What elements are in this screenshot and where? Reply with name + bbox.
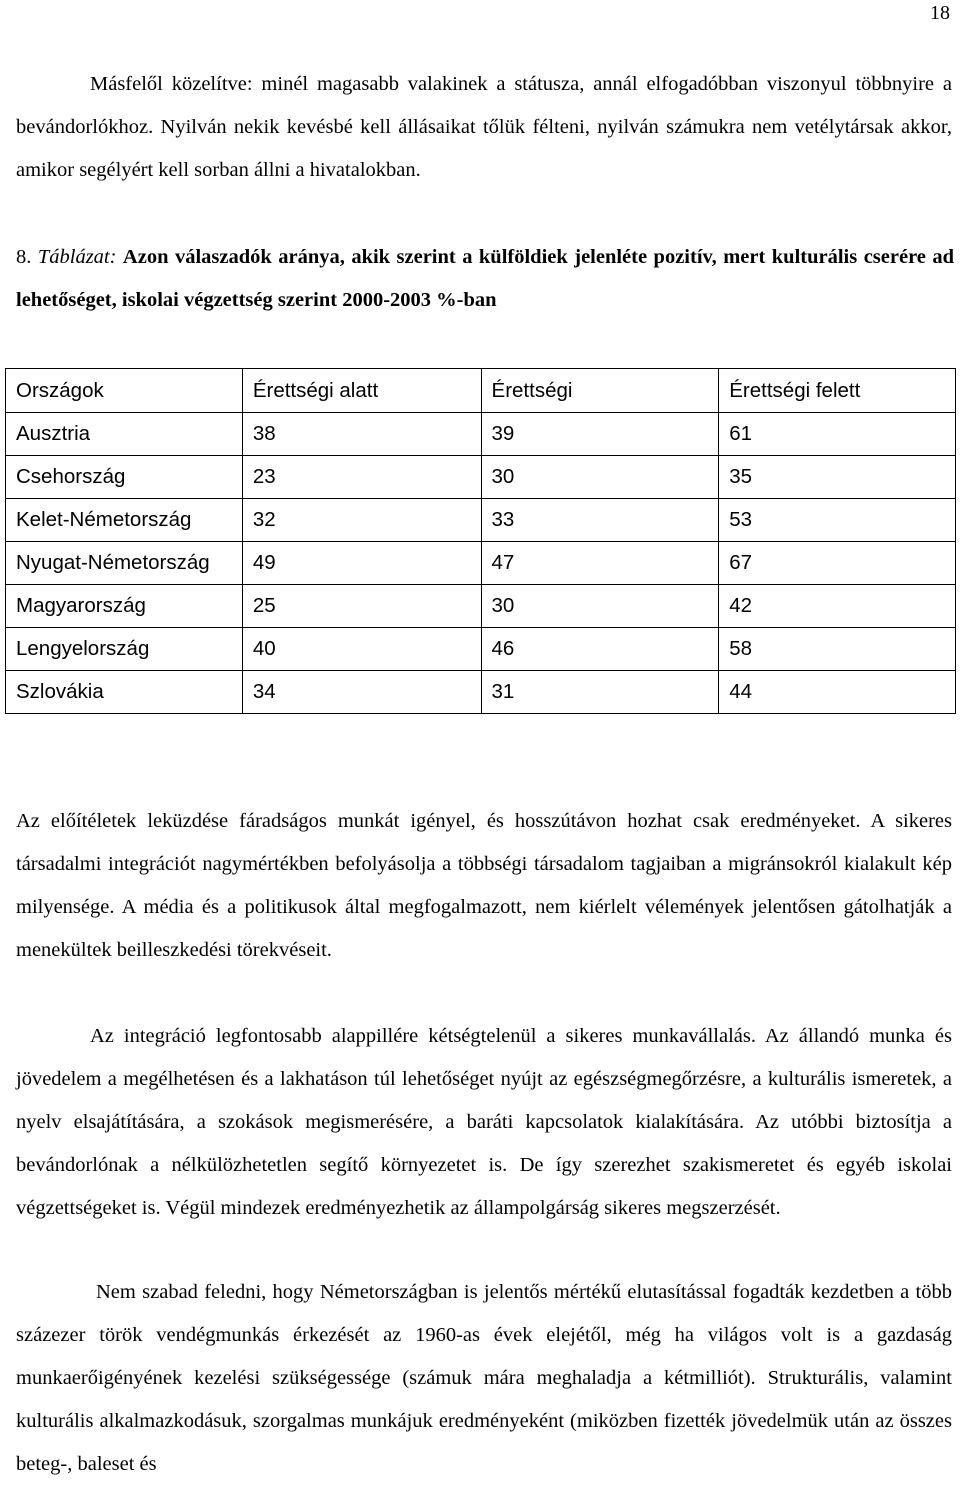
country-cell: Nyugat-Németország [6, 542, 243, 585]
table-row [6, 671, 956, 714]
table-caption-title: Azon válaszadók aránya, akik szerint a külföldiek jelenléte pozitív, mert kulturális cserére ad lehetőséget, iskolai végzettség szerint 2000-2003 %-ban [16, 246, 955, 311]
value-cell: 67 [719, 542, 956, 585]
value-cell: 58 [719, 628, 956, 671]
value-cell: 23 [242, 456, 481, 499]
table-row [6, 499, 956, 542]
value-cell: 25 [242, 585, 481, 628]
value-cell: 46 [481, 628, 719, 671]
table-row [6, 456, 956, 499]
table-row [6, 413, 956, 456]
paragraph-prejudice: Az előítéletek leküzdése fáradságos munkát igényel, és hosszútávon hozhat csak eredményeket. A sikeres társadalmi integrációt nagymértékben befolyásolja a többségi társadalom tagjaiban a migránsokról kialakult kép milyensége. A média és a politikusok által megfogalmazott, nem kiérlelt vélemények jelentősen gátolhatják a menekültek beilleszkedési törekvéseit. [16, 810, 952, 961]
table-row [6, 542, 956, 585]
paragraph-integration: Az integráció legfontosabb alappillére kétségtelenül a sikeres munkavállalás. Az állandó munka és jövedelem a megélhetésen és a lakhatáson túl lehetőséget nyújt az egészségmegőrzésre, a kulturális ismeretek, a nyelv elsajátítására, a szokások megismerésére, a baráti kapcsolatok kialakítására. Az utóbbi biztosítja a bevándorlónak a nélkülözhetetlen segítő környezetet is. De így szerezhet szakismeretet és egyéb iskolai végzettségeket is. Végül mindezek eredményezhetik az állampolgárság sikeres megszerzését. [16, 1025, 952, 1219]
value-cell: 34 [242, 671, 481, 714]
column-header: Országok [6, 369, 243, 413]
table-row [6, 628, 956, 671]
value-cell: 42 [719, 585, 956, 628]
data-table [5, 368, 956, 714]
country-cell: Csehország [6, 456, 243, 499]
value-cell: 35 [719, 456, 956, 499]
table-caption-label: Táblázat: [37, 246, 117, 268]
value-cell: 49 [242, 542, 481, 585]
value-cell: 40 [242, 628, 481, 671]
value-cell: 32 [242, 499, 481, 542]
country-cell: Ausztria [6, 413, 243, 456]
column-header: Érettségi [481, 369, 719, 413]
column-header: Érettségi alatt [242, 369, 481, 413]
value-cell: 61 [719, 413, 956, 456]
paragraph-germany: Nem szabad feledni, hogy Németországban is jelentős mértékű elutasítással fogadták kezdetben a több százezer török vendégmunkás érkezését az 1960-as évek elejétől, még ha világos volt is a gazdaság munkaerőigényének kezelési szükségessége (számuk mára meghaladja a kétmilliót). Strukturális, valamint kulturális alkalmazkodásuk, szorgalmas munkájuk eredményeként (miközben fizették jövedelmük után az összes beteg-, baleset és [16, 1281, 952, 1475]
value-cell: 39 [481, 413, 719, 456]
page-number: 18 [930, 2, 950, 24]
table-row [6, 585, 956, 628]
value-cell: 31 [481, 671, 719, 714]
table-header-row [6, 369, 956, 413]
value-cell: 38 [242, 413, 481, 456]
country-cell: Lengyelország [6, 628, 243, 671]
value-cell: 30 [481, 585, 719, 628]
value-cell: 47 [481, 542, 719, 585]
country-cell: Kelet-Németország [6, 499, 243, 542]
value-cell: 33 [481, 499, 719, 542]
table-caption [16, 236, 954, 322]
country-cell: Magyarország [6, 585, 243, 628]
value-cell: 30 [481, 456, 719, 499]
paragraph-status: Másfelől közelítve: minél magasabb valakinek a státusza, annál elfogadóbban viszonyul többnyire a bevándorlókhoz. Nyilván nekik kevésbé kell állásaikat tőlük félteni, nyilván számukra nem vetélytársak akkor, amikor segélyért kell sorban állni a hivatalokban. [16, 73, 952, 181]
value-cell: 44 [719, 671, 956, 714]
column-header: Érettségi felett [719, 369, 956, 413]
table-caption-number: 8. [16, 246, 32, 268]
value-cell: 53 [719, 499, 956, 542]
country-cell: Szlovákia [6, 671, 243, 714]
